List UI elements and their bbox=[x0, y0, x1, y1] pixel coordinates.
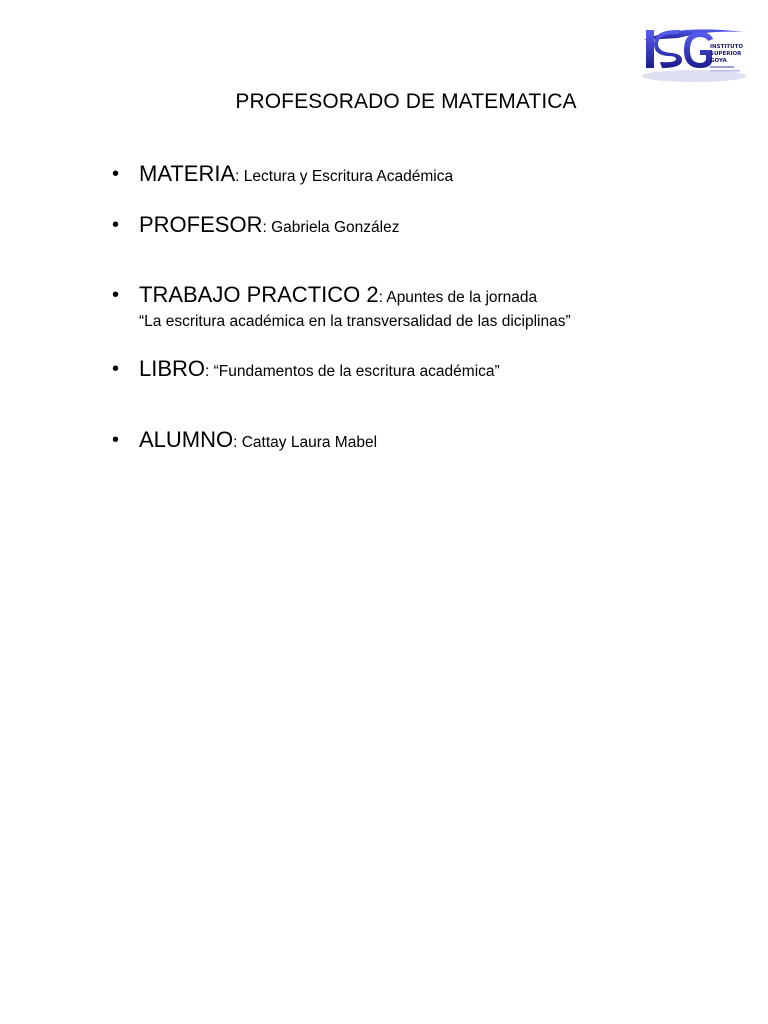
item-value: : Cattay Laura Mabel bbox=[233, 434, 378, 451]
item-value: : Apuntes de la jornada bbox=[378, 289, 538, 306]
item-label: ALUMNO bbox=[139, 427, 234, 452]
bullet: • bbox=[112, 214, 120, 236]
item-label: LIBRO bbox=[139, 356, 206, 381]
svg-text:SUPERIOR: SUPERIOR bbox=[710, 51, 742, 57]
page-title: PROFESORADO DE MATEMATICA bbox=[235, 90, 577, 113]
item-label: TRABAJO PRACTICO 2 bbox=[139, 282, 379, 307]
institute-logo bbox=[638, 22, 750, 84]
svg-text:GOYA: GOYA bbox=[710, 58, 727, 64]
item-label: PROFESOR bbox=[139, 212, 263, 237]
item-value-line2: “La escritura académica en la transversalidad de las diciplinas” bbox=[139, 313, 571, 330]
svg-text:INSTITUTO: INSTITUTO bbox=[710, 44, 744, 50]
item-label: MATERIA bbox=[139, 161, 236, 186]
bullet: • bbox=[112, 284, 120, 306]
item-value: : Lectura y Escritura Académica bbox=[235, 168, 454, 185]
bullet: • bbox=[112, 163, 120, 185]
item-value: : “Fundamentos de la escritura académica” bbox=[205, 363, 500, 380]
bullet: • bbox=[112, 429, 120, 451]
bullet: • bbox=[112, 358, 120, 380]
item-value: : Gabriela González bbox=[262, 219, 400, 236]
